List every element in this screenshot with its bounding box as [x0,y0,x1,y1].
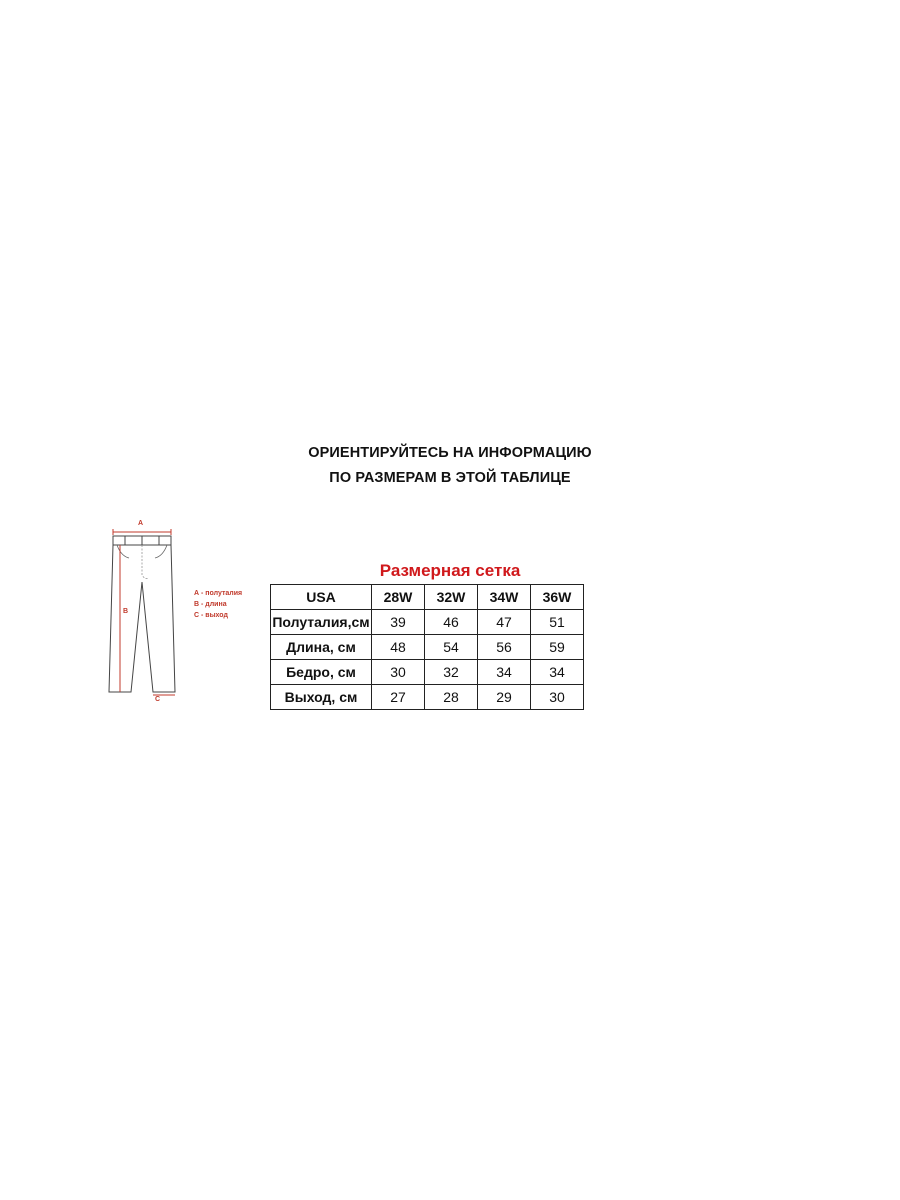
header-cell: 34W [478,585,531,610]
table-cell: 28 [425,685,478,710]
table-cell: 30 [531,685,584,710]
table-row [271,610,584,635]
heading-line-2: ПО РАЗМЕРАМ В ЭТОЙ ТАБЛИЦЕ [329,470,571,486]
row-label: Полуталия,см [271,610,372,635]
header-cell: 32W [425,585,478,610]
table-cell: 48 [372,635,425,660]
row-label: Выход, см [271,685,372,710]
label-a: A [138,520,144,527]
label-c: C [155,696,161,703]
header-cell: 28W [372,585,425,610]
header-cell: 36W [531,585,584,610]
legend-item-b: В - длина [194,601,227,608]
heading-line-1: ОРИЕНТИРУЙТЕСЬ НА ИНФОРМАЦИЮ [308,445,592,461]
label-b: B [123,608,129,615]
page-heading [250,441,650,491]
row-label: Длина, см [271,635,372,660]
table-cell: 39 [372,610,425,635]
table-cell: 34 [531,660,584,685]
table-cell: 30 [372,660,425,685]
table-cell: 32 [425,660,478,685]
size-chart-title: Размерная сетка [379,561,521,580]
table-cell: 59 [531,635,584,660]
table-cell: 51 [531,610,584,635]
table-cell: 47 [478,610,531,635]
measurement-legend [194,588,242,621]
legend-item-c: С - выход [194,612,228,619]
header-cell: USA [271,585,372,610]
table-cell: 56 [478,635,531,660]
table-cell: 54 [425,635,478,660]
legend-item-a: А - полуталия [194,590,243,597]
table-header-row [271,585,584,610]
size-chart-table [270,584,584,710]
table-cell: 46 [425,610,478,635]
table-row [271,660,584,685]
table-cell: 34 [478,660,531,685]
table-cell: 27 [372,685,425,710]
table-cell: 29 [478,685,531,710]
table-row [271,685,584,710]
row-label: Бедро, см [271,660,372,685]
table-row [271,635,584,660]
